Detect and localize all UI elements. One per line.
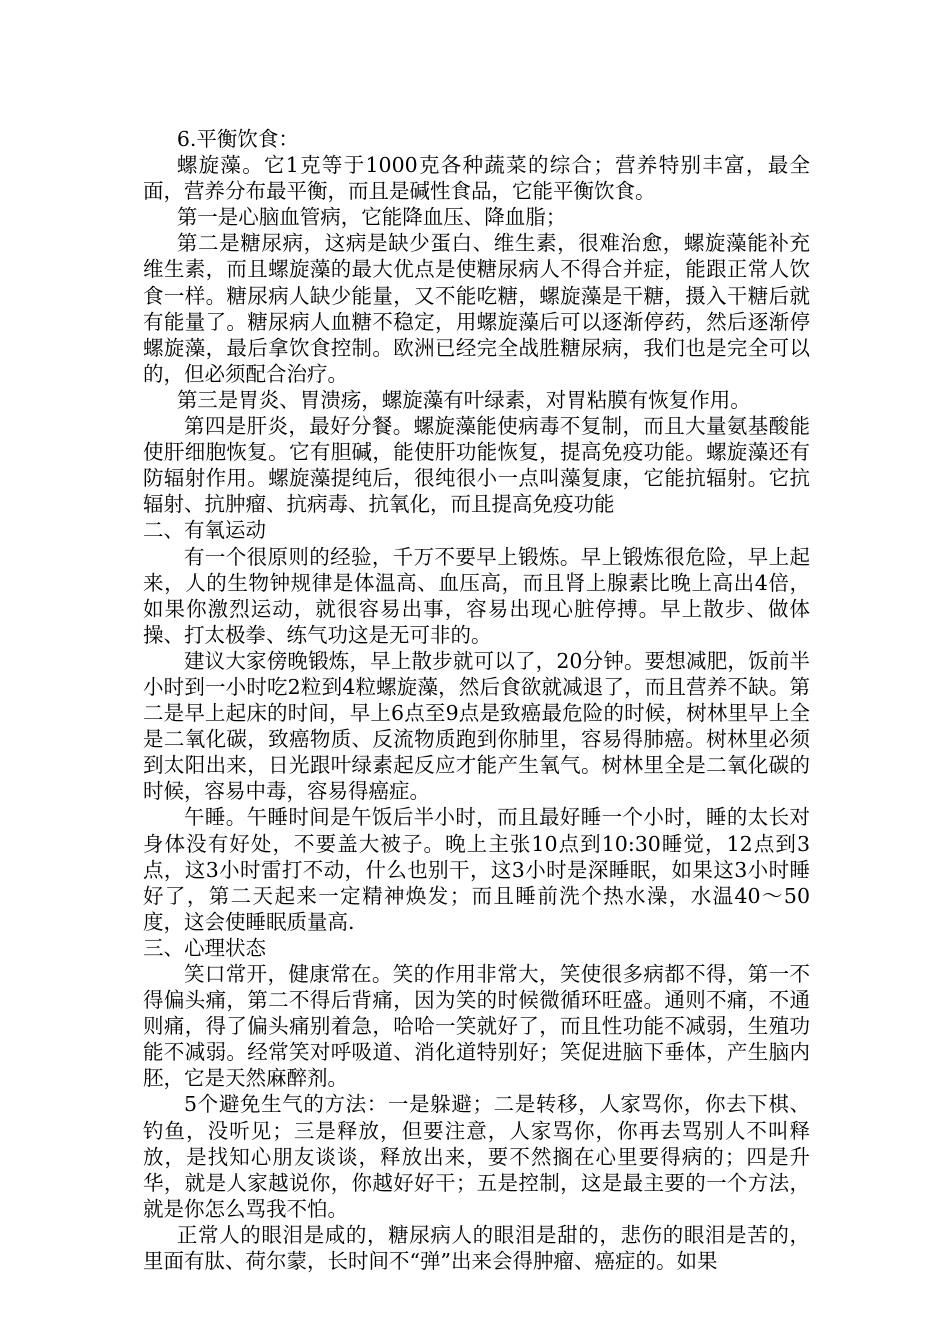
- section-title-aerobic-exercise: 二、有氧运动: [143, 518, 266, 543]
- paragraph-diabetes: 第二是糖尿病，这病是缺少蛋白、维生素，很难治愈，螺旋藻能补充维生素，而且螺旋藻的最大优点是使糖尿病人不得合并症，能跟正常人饮食一样。糖尿病人缺少能量，又不能吃糖，螺旋藻是干糖，摄入干糖后就有能量了。糖尿病人血糖不稳定，用螺旋藻后可以逐渐停药，然后逐渐停螺旋藻，最后拿饮食控制。欧洲已经完全战胜糖尿病，我们也是完全可以的，但必须配合治疗。: [143, 231, 810, 386]
- paragraph-evening-exercise: 建议大家傍晚锻炼，早上散步就可以了，20分钟。要想减肥，饭前半小时到一小时吃2粒到4粒螺旋藻，然后食欲就减退了，而且营养不缺。第二是早上起床的时间，早上6点至9点是致癌最危险的时候，树林里早上全是二氧化碳，致癌物质、反流物质跑到你肺里，容易得肺癌。树林里必须到太阳出来，日光跟叶绿素起反应才能产生氧气。树林里全是二氧化碳的时候，容易中毒，容易得癌症。: [143, 648, 810, 804]
- paragraph-laughter: 笑口常开，健康常在。笑的作用非常大，笑使很多病都不得，第一不得偏头痛，第二不得后背痛，因为笑的时候微循环旺盛。通则不痛，不通则痛，得了偏头痛别着急，哈哈一笑就好了，而且性功能不减弱，生殖功能不减弱。经常笑对呼吸道、消化道特别好；笑促进脑下垂体，产生脑内胚，它是天然麻醉剂。: [143, 962, 810, 1091]
- section-title-mental-state: 三、心理状态: [143, 935, 266, 960]
- paragraph-hepatitis: 第四是肝炎，最好分餐。螺旋藻能使病毒不复制，而且大量氨基酸能使肝细胞恢复。它有胆碱，能使肝功能恢复，提高免疫功能。螺旋藻还有防辐射作用。螺旋藻提纯后，很纯很小一点叫藻复康，它能抗辐射。它抗辐射、抗肿瘤、抗病毒、抗氧化，而且提高免疫功能: [143, 414, 810, 517]
- subsection-heading-balanced-diet: 6.平衡饮食：: [176, 127, 299, 151]
- paragraph-avoid-anger: 5个避免生气的方法：一是躲避；二是转移，人家骂你，你去下棋、钓鱼，没听见；三是释放，但要注意，人家骂你，你再去骂别人不叫释放，是找知心朋友谈谈，释放出来，要不然搁在心里要得病的；四是升华，就是人家越说你，你越好好干；五是控制，这是最主要的一个方法，就是你怎么骂我不怕。: [143, 1092, 810, 1221]
- paragraph-nap: 午睡。午睡时间是午饭后半小时，而且最好睡一个小时，睡的太长对身体没有好处，不要盖大被子。晚上主张10点到10:30睡觉，12点到3点，这3小时雷打不动，什么也别干，这3小时是深睡眠，如果这3小时睡好了，第二天起来一定精神焕发；而且睡前洗个热水澡，水温40～50度，这会使睡眠质量高.: [143, 805, 810, 934]
- paragraph-gastritis: 第三是胃炎、胃溃疡，螺旋藻有叶绿素，对胃粘膜有恢复作用。: [176, 387, 751, 412]
- paragraph-morning-exercise: 有一个很原则的经验，千万不要早上锻炼。早上锻炼很危险，早上起来，人的生物钟规律是体温高、血压高，而且肾上腺素比晚上高出4倍，如果你激烈运动，就很容易出事，容易出现心脏停搏。早上散步、做体操、打太极拳、练气功这是无可非的。: [143, 544, 810, 647]
- document-page: [143, 126, 810, 1274]
- paragraph-tears: 正常人的眼泪是咸的，糖尿病人的眼泪是甜的，悲伤的眼泪是苦的，里面有肽、荷尔蒙，长时间不“弹”出来会得肿瘤、癌症的。如果: [143, 1222, 810, 1274]
- paragraph-spirulina-intro: 螺旋藻。它1克等于1000克各种蔬菜的综合；营养特别丰富，最全面，营养分布最平衡，而且是碱性食品，它能平衡饮食。: [143, 153, 810, 204]
- paragraph-cardiovascular: 第一是心脑血管病，它能降血压、降血脂；: [176, 205, 567, 230]
